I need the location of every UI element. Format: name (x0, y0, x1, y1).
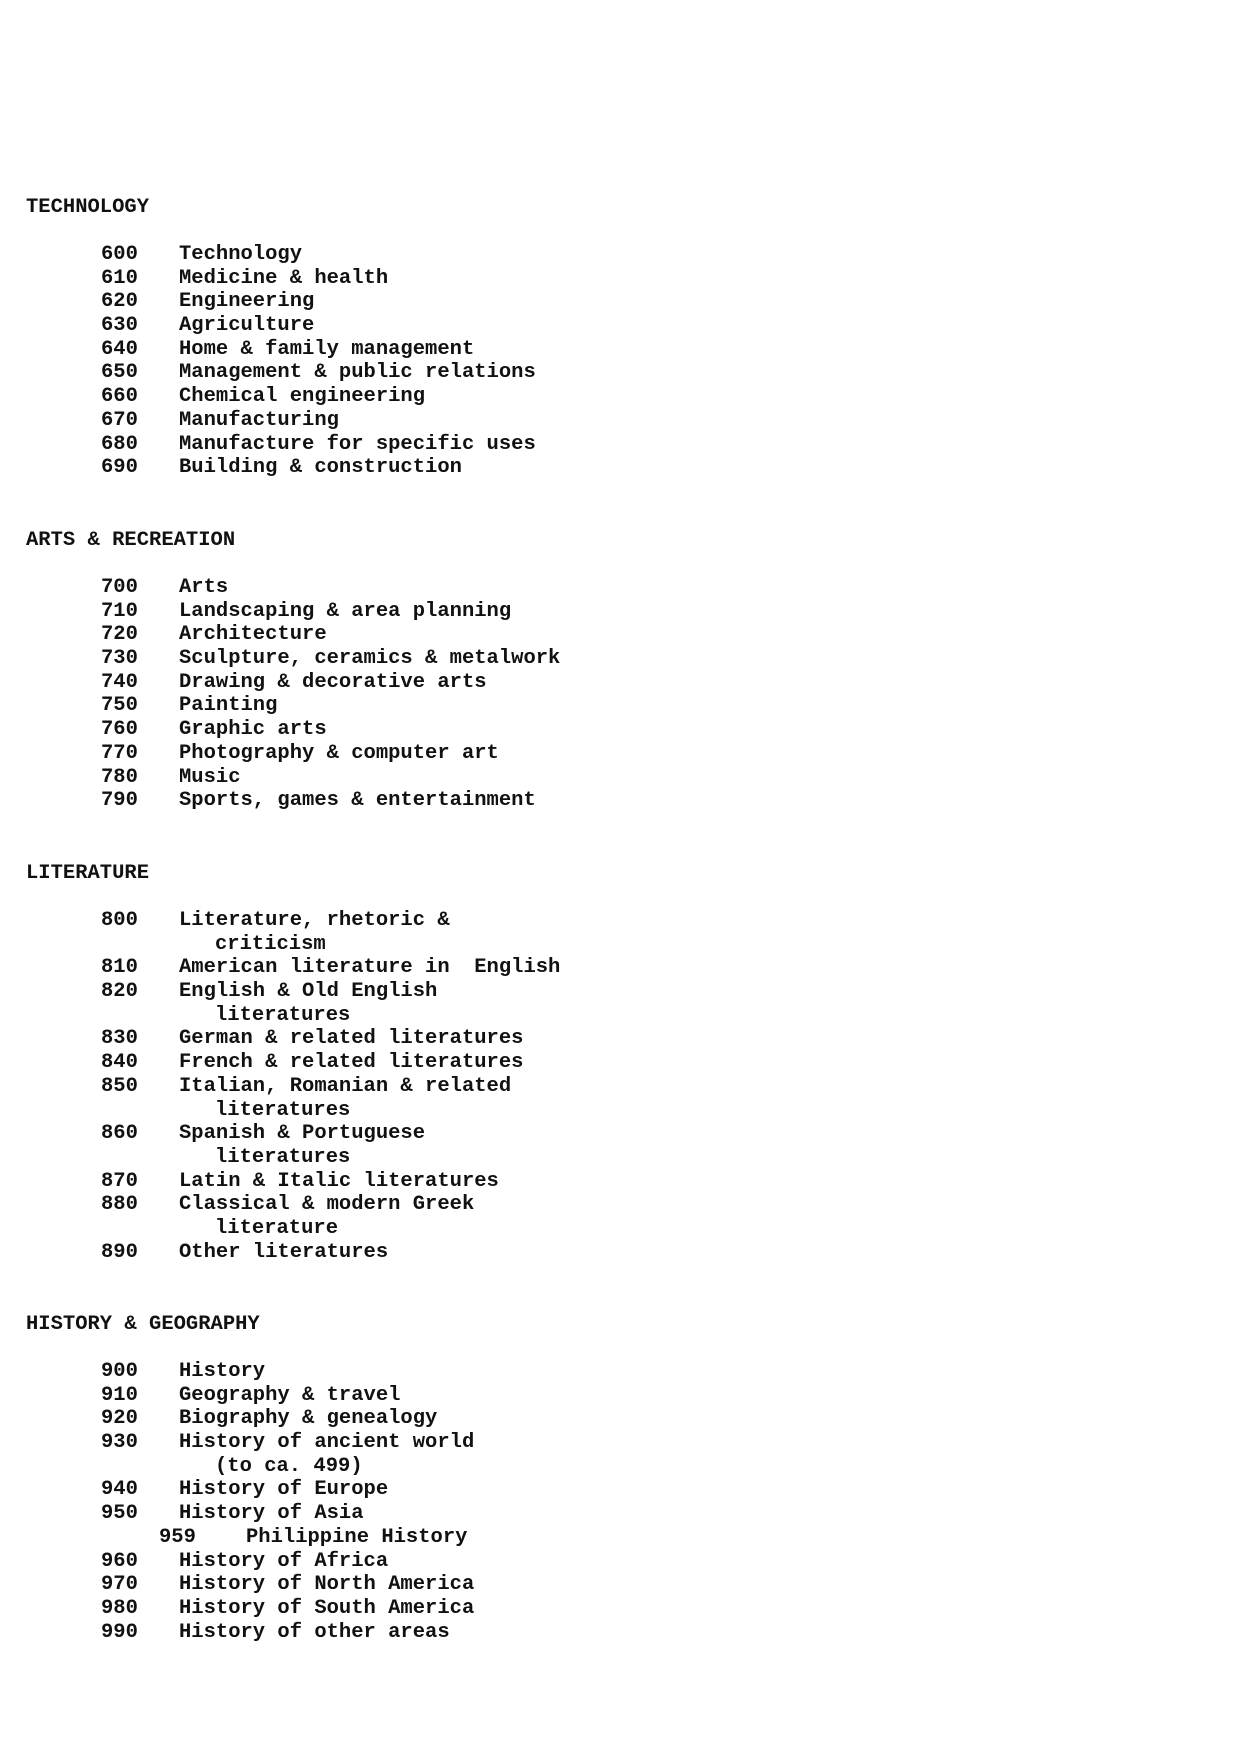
class-number: 750 (101, 694, 138, 718)
class-number: 950 (101, 1502, 138, 1526)
class-number: 680 (101, 432, 138, 456)
class-label: German & related literatures (179, 1027, 524, 1051)
class-number: 660 (101, 385, 138, 409)
class-label: Painting (179, 694, 278, 718)
class-number: 720 (101, 623, 138, 647)
entry-row (0, 1384, 1240, 1408)
class-label: Literature, rhetoric & (179, 909, 450, 932)
entry-row (0, 789, 1240, 813)
class-label: Philippine History (246, 1525, 468, 1549)
class-label: History of other areas (179, 1620, 450, 1644)
entry-row (0, 1621, 1240, 1645)
class-number: 900 (101, 1360, 138, 1383)
class-number: 640 (101, 337, 138, 361)
entry-row (0, 1241, 1240, 1265)
class-label: Medicine & health (179, 266, 389, 290)
class-label: History of North America (179, 1573, 475, 1597)
class-number: 959 (159, 1525, 196, 1549)
entry-row (0, 1502, 1240, 1526)
class-number: 760 (101, 718, 138, 742)
section-heading: TECHNOLOGY (26, 196, 150, 219)
entry-row (0, 1360, 1240, 1384)
entry-row (0, 243, 1240, 267)
entry-row (0, 766, 1240, 790)
class-number: 790 (101, 789, 138, 813)
class-label-continuation: literatures (215, 1145, 351, 1169)
class-label: Manufacture for specific uses (179, 432, 536, 456)
class-label: Music (179, 765, 241, 789)
class-label: Building & construction (179, 456, 462, 480)
entry-row (0, 1122, 1240, 1169)
class-label: Geography & travel (179, 1383, 401, 1407)
class-label: History of Europe (179, 1478, 389, 1502)
class-label: Spanish & Portuguese (179, 1122, 426, 1146)
class-number: 670 (101, 408, 138, 432)
class-number: 910 (101, 1383, 138, 1407)
entry-row (0, 456, 1240, 480)
class-number: 710 (101, 599, 138, 623)
section-heading: HISTORY & GEOGRAPHY (26, 1313, 260, 1336)
entry-row (0, 267, 1240, 291)
entry-row (0, 1027, 1240, 1051)
entry-row (0, 1597, 1240, 1621)
class-label: Technology (179, 243, 303, 266)
class-label: Biography & genealogy (179, 1407, 438, 1431)
class-number: 970 (101, 1573, 138, 1597)
class-label-continuation: criticism (215, 932, 326, 956)
class-number: 880 (101, 1193, 138, 1217)
entry-row (0, 980, 1240, 1027)
class-number: 630 (101, 314, 138, 338)
class-label-continuation: literatures (215, 1098, 351, 1122)
class-number: 810 (101, 956, 138, 980)
class-number: 890 (101, 1240, 138, 1264)
class-number: 850 (101, 1074, 138, 1098)
entry-row (0, 1478, 1240, 1502)
class-number: 980 (101, 1596, 138, 1620)
entry-row (0, 361, 1240, 385)
section-heading: LITERATURE (26, 862, 150, 885)
class-label-continuation: (to ca. 499) (215, 1454, 363, 1478)
entry-row (0, 647, 1240, 671)
class-label: Home & family management (179, 337, 475, 361)
class-label: Other literatures (179, 1240, 389, 1264)
entry-row (0, 600, 1240, 624)
class-label: Italian, Romanian & related (179, 1074, 512, 1098)
entry-row (0, 956, 1240, 980)
entry-row (0, 1550, 1240, 1574)
class-number: 960 (101, 1549, 138, 1573)
class-label: Sports, games & entertainment (179, 789, 536, 813)
entry-row (0, 1193, 1240, 1240)
entry-row (0, 409, 1240, 433)
class-label: Drawing & decorative arts (179, 670, 487, 694)
class-label: Engineering (179, 290, 315, 314)
class-label: Agriculture (179, 314, 315, 338)
class-number: 930 (101, 1431, 138, 1455)
entry-row (0, 576, 1240, 600)
entry-row (0, 433, 1240, 457)
class-number: 690 (101, 456, 138, 480)
class-number: 770 (101, 741, 138, 765)
class-label: French & related literatures (179, 1051, 524, 1075)
entry-list (0, 576, 1240, 813)
class-label: History of Africa (179, 1549, 389, 1573)
entry-row (0, 1407, 1240, 1431)
entry-row (0, 314, 1240, 338)
class-number: 840 (101, 1051, 138, 1075)
class-label: Classical & modern Greek (179, 1193, 475, 1217)
entry-row (0, 742, 1240, 766)
entry-row (0, 385, 1240, 409)
class-label: Chemical engineering (179, 385, 426, 409)
subentry-row (0, 1526, 1240, 1550)
entry-row (0, 1170, 1240, 1194)
class-number: 780 (101, 765, 138, 789)
entry-row (0, 694, 1240, 718)
entry-row (0, 909, 1240, 956)
entry-row (0, 338, 1240, 362)
entry-row (0, 671, 1240, 695)
class-label: American literature in English (179, 956, 561, 980)
class-number: 860 (101, 1122, 138, 1146)
entry-row (0, 1051, 1240, 1075)
class-number: 940 (101, 1478, 138, 1502)
class-number: 920 (101, 1407, 138, 1431)
class-number: 990 (101, 1620, 138, 1644)
class-number: 700 (101, 576, 138, 599)
entry-row (0, 623, 1240, 647)
entry-list (0, 909, 1240, 1264)
class-label: Sculpture, ceramics & metalwork (179, 647, 561, 671)
class-number: 600 (101, 243, 138, 266)
class-label: Management & public relations (179, 361, 536, 385)
class-label: Latin & Italic literatures (179, 1169, 499, 1193)
class-label: Photography & computer art (179, 741, 499, 765)
entry-row (0, 1431, 1240, 1478)
class-number: 830 (101, 1027, 138, 1051)
class-label: Graphic arts (179, 718, 327, 742)
class-label-continuation: literatures (215, 1003, 351, 1027)
class-label: Arts (179, 576, 229, 599)
class-label: English & Old English (179, 980, 438, 1004)
class-number: 870 (101, 1169, 138, 1193)
class-number: 800 (101, 909, 138, 932)
class-label: History of Asia (179, 1502, 364, 1526)
class-label: Architecture (179, 623, 327, 647)
class-number: 820 (101, 980, 138, 1004)
entry-row (0, 718, 1240, 742)
class-label: Manufacturing (179, 408, 339, 432)
class-number: 620 (101, 290, 138, 314)
class-number: 610 (101, 266, 138, 290)
entry-row (0, 1075, 1240, 1122)
class-label: History of ancient world (179, 1431, 475, 1455)
entry-row (0, 1573, 1240, 1597)
class-number: 740 (101, 670, 138, 694)
entry-row (0, 290, 1240, 314)
class-label-continuation: literature (215, 1217, 339, 1240)
section-heading: ARTS & RECREATION (26, 529, 236, 552)
class-number: 730 (101, 647, 138, 671)
entry-list (0, 1360, 1240, 1644)
class-label: History (179, 1360, 266, 1383)
entry-list (0, 243, 1240, 480)
class-number: 650 (101, 361, 138, 385)
class-label: Landscaping & area planning (179, 599, 512, 623)
class-label: History of South America (179, 1596, 475, 1620)
